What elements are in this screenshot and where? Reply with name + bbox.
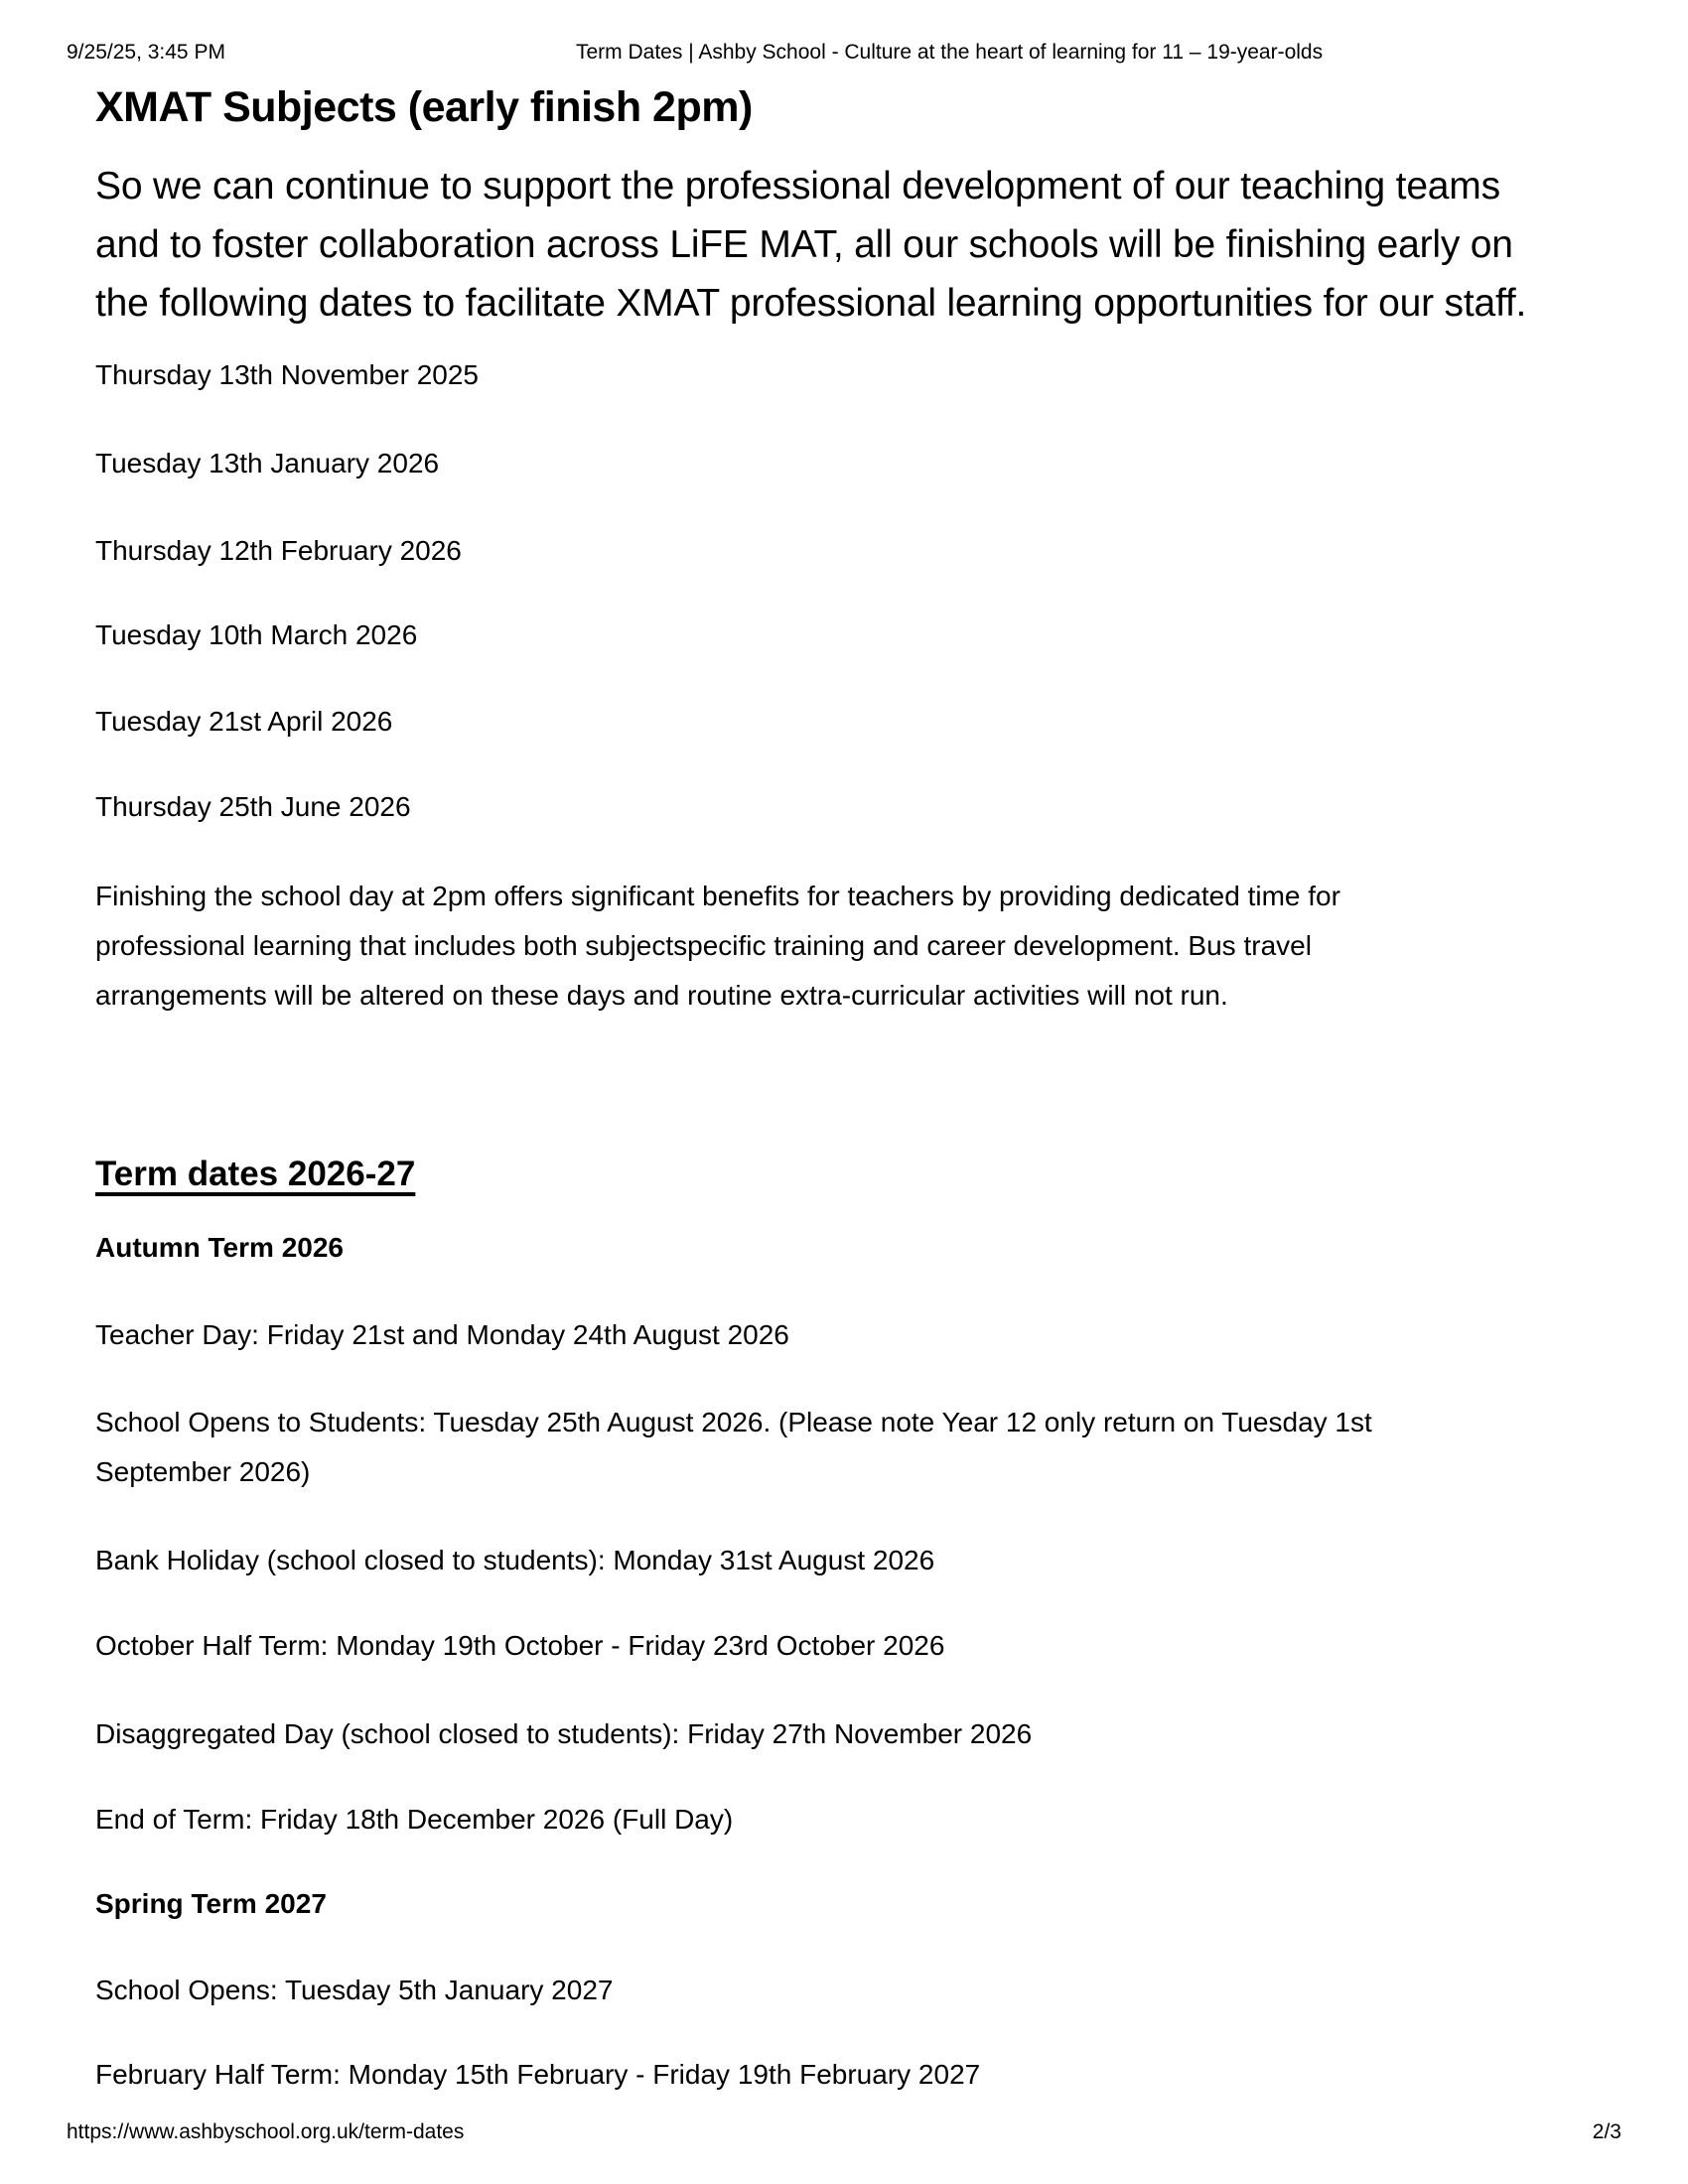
autumn-disaggregated-day: Disaggregated Day (school closed to students): Friday 27th November 2026	[95, 1718, 1033, 1749]
intro-line: So we can continue to support the professional development of our teaching teams	[95, 165, 1500, 207]
autumn-teacher-day: Teacher Day: Friday 21st and Monday 24th August 2026	[95, 1319, 789, 1350]
xmat-date-item: Thursday 13th November 2025	[95, 359, 479, 390]
xmat-date-item: Tuesday 21st April 2026	[95, 706, 393, 737]
print-header-title: Term Dates | Ashby School - Culture at the heart of learning for 11 – 19-year-olds	[576, 41, 1324, 64]
xmat-date-item: Thursday 25th June 2026	[95, 791, 411, 822]
autumn-school-opens-line: September 2026)	[95, 1456, 311, 1487]
finishing-line: professional learning that includes both subjectspecific training and career development. Bus travel	[95, 930, 1312, 961]
xmat-date-item: Thursday 12th February 2026	[95, 535, 462, 566]
autumn-school-opens-line: School Opens to Students: Tuesday 25th August 2026. (Please note Year 12 only return on Tuesday 1st	[95, 1407, 1372, 1437]
xmat-date-item: Tuesday 13th January 2026	[95, 448, 440, 478]
print-footer-page-number: 2/3	[1592, 2120, 1621, 2143]
autumn-end-of-term: End of Term: Friday 18th December 2026 (Full Day)	[95, 1804, 734, 1835]
term-dates-heading: Term dates 2026-27	[95, 1155, 416, 1193]
finishing-line: arrangements will be altered on these days and routine extra-curricular activities will not run.	[95, 980, 1228, 1011]
autumn-october-half-term: October Half Term: Monday 19th October - Friday 23rd October 2026	[95, 1630, 945, 1661]
print-footer-url: https://www.ashbyschool.org.uk/term-dates	[67, 2120, 465, 2143]
print-header-datetime: 9/25/25, 3:45 PM	[67, 41, 225, 64]
intro-line: and to foster collaboration across LiFE MAT, all our schools will be finishing early on	[95, 223, 1513, 266]
autumn-bank-holiday: Bank Holiday (school closed to students): Monday 31st August 2026	[95, 1545, 935, 1575]
intro-line: the following dates to facilitate XMAT professional learning opportunities for our staff.	[95, 282, 1527, 325]
spring-school-opens: School Opens: Tuesday 5th January 2027	[95, 1975, 614, 2005]
spring-term-heading: Spring Term 2027	[95, 1888, 327, 1919]
spring-february-half-term: February Half Term: Monday 15th February - Friday 19th February 2027	[95, 2059, 981, 2090]
page-title: XMAT Subjects (early finish 2pm)	[95, 83, 753, 131]
autumn-term-heading: Autumn Term 2026	[95, 1232, 344, 1263]
finishing-line: Finishing the school day at 2pm offers significant benefits for teachers by providing dedicated time for	[95, 881, 1340, 911]
xmat-date-item: Tuesday 10th March 2026	[95, 619, 418, 650]
